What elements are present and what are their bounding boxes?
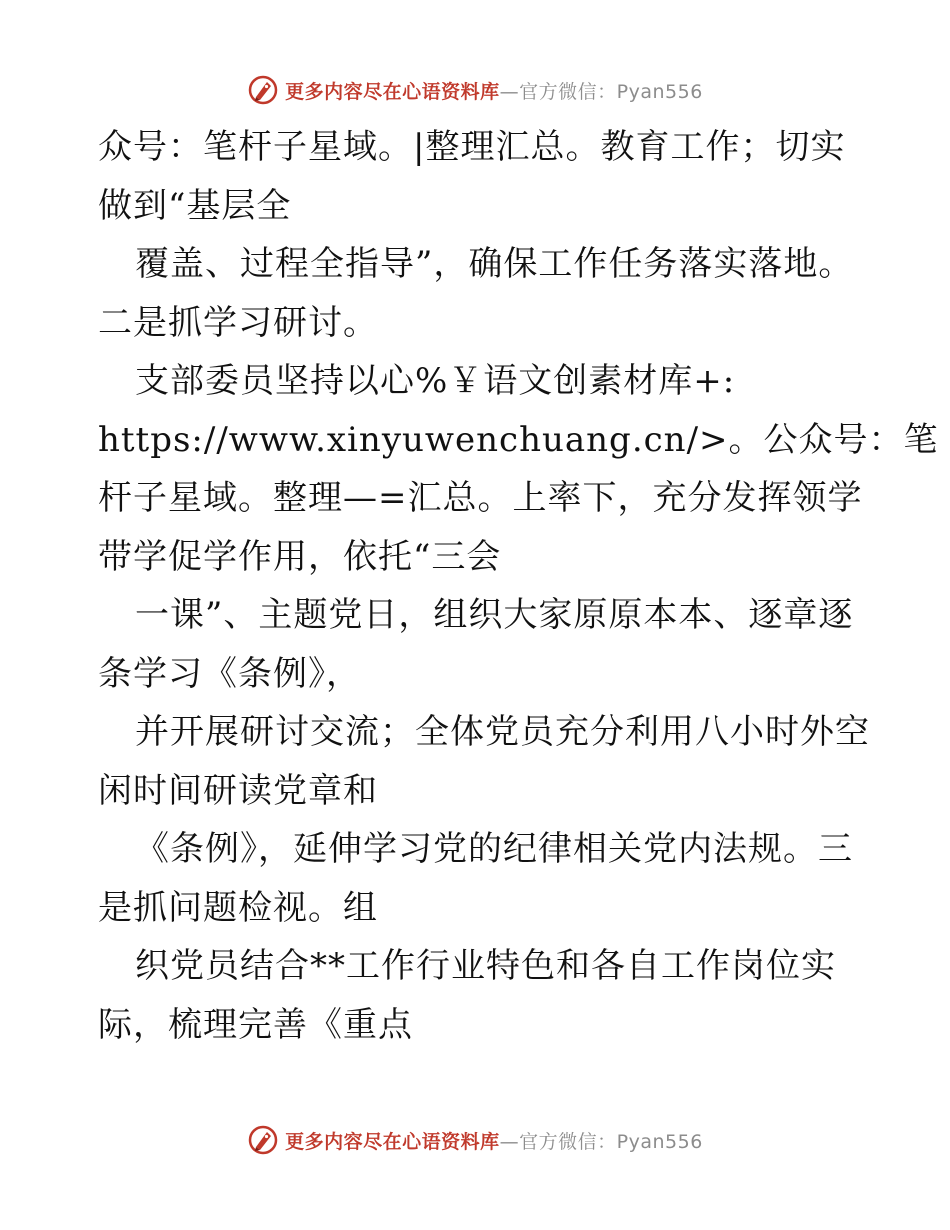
banner-text	[285, 77, 703, 104]
text-line: 际，梳理完善《重点	[98, 1004, 413, 1045]
pen-nib-logo-icon	[247, 1124, 279, 1156]
text-line: 做到“基层全	[98, 185, 292, 226]
banner-main-text: 更多内容尽在心语资料库	[285, 1130, 500, 1153]
text-line: 杆子星域。整理—=汇总。上率下，充分发挥领学	[98, 478, 863, 518]
text-line: 是抓问题检视。组	[98, 887, 378, 928]
banner-separator: —	[499, 80, 520, 103]
banner-wechat-text: 官方微信：Pyan556	[519, 80, 703, 103]
text-line: https://www.xinyuwenchuang.cn/>。公众号：笔	[98, 419, 939, 460]
text-line: 织党员结合**工作行业特色和各自工作岗位实	[135, 946, 836, 986]
text-line: 《条例》，延伸学习党的纪律相关党内法规。三	[135, 829, 853, 869]
pen-nib-logo-icon	[247, 74, 279, 106]
text-line: 带学促学作用，依托“三会	[98, 536, 502, 577]
footer-banner	[0, 1120, 950, 1160]
banner-text	[285, 1127, 703, 1154]
text-line: 覆盖、过程全指导”，确保工作任务落实落地。	[135, 244, 854, 284]
text-line: 一课”、主题党日，组织大家原原本本、逐章逐	[135, 595, 854, 635]
banner-main-text: 更多内容尽在心语资料库	[285, 80, 500, 103]
banner-separator: —	[499, 1130, 520, 1153]
text-line: 众号：笔杆子星域。|整理汇总。教育工作；切实	[98, 127, 846, 167]
text-line: 并开展研讨交流；全体党员充分利用八小时外空	[135, 712, 870, 752]
text-line: 二是抓学习研讨。	[98, 302, 378, 343]
document-body	[98, 118, 939, 1054]
banner-wechat-text: 官方微信：Pyan556	[519, 1130, 703, 1153]
text-line: 闲时间研读党章和	[98, 770, 378, 811]
text-line: 条学习《条例》，	[98, 653, 361, 694]
text-line: 支部委员坚持以心%￥语文创素材库+:	[135, 361, 736, 401]
header-banner	[0, 70, 950, 110]
